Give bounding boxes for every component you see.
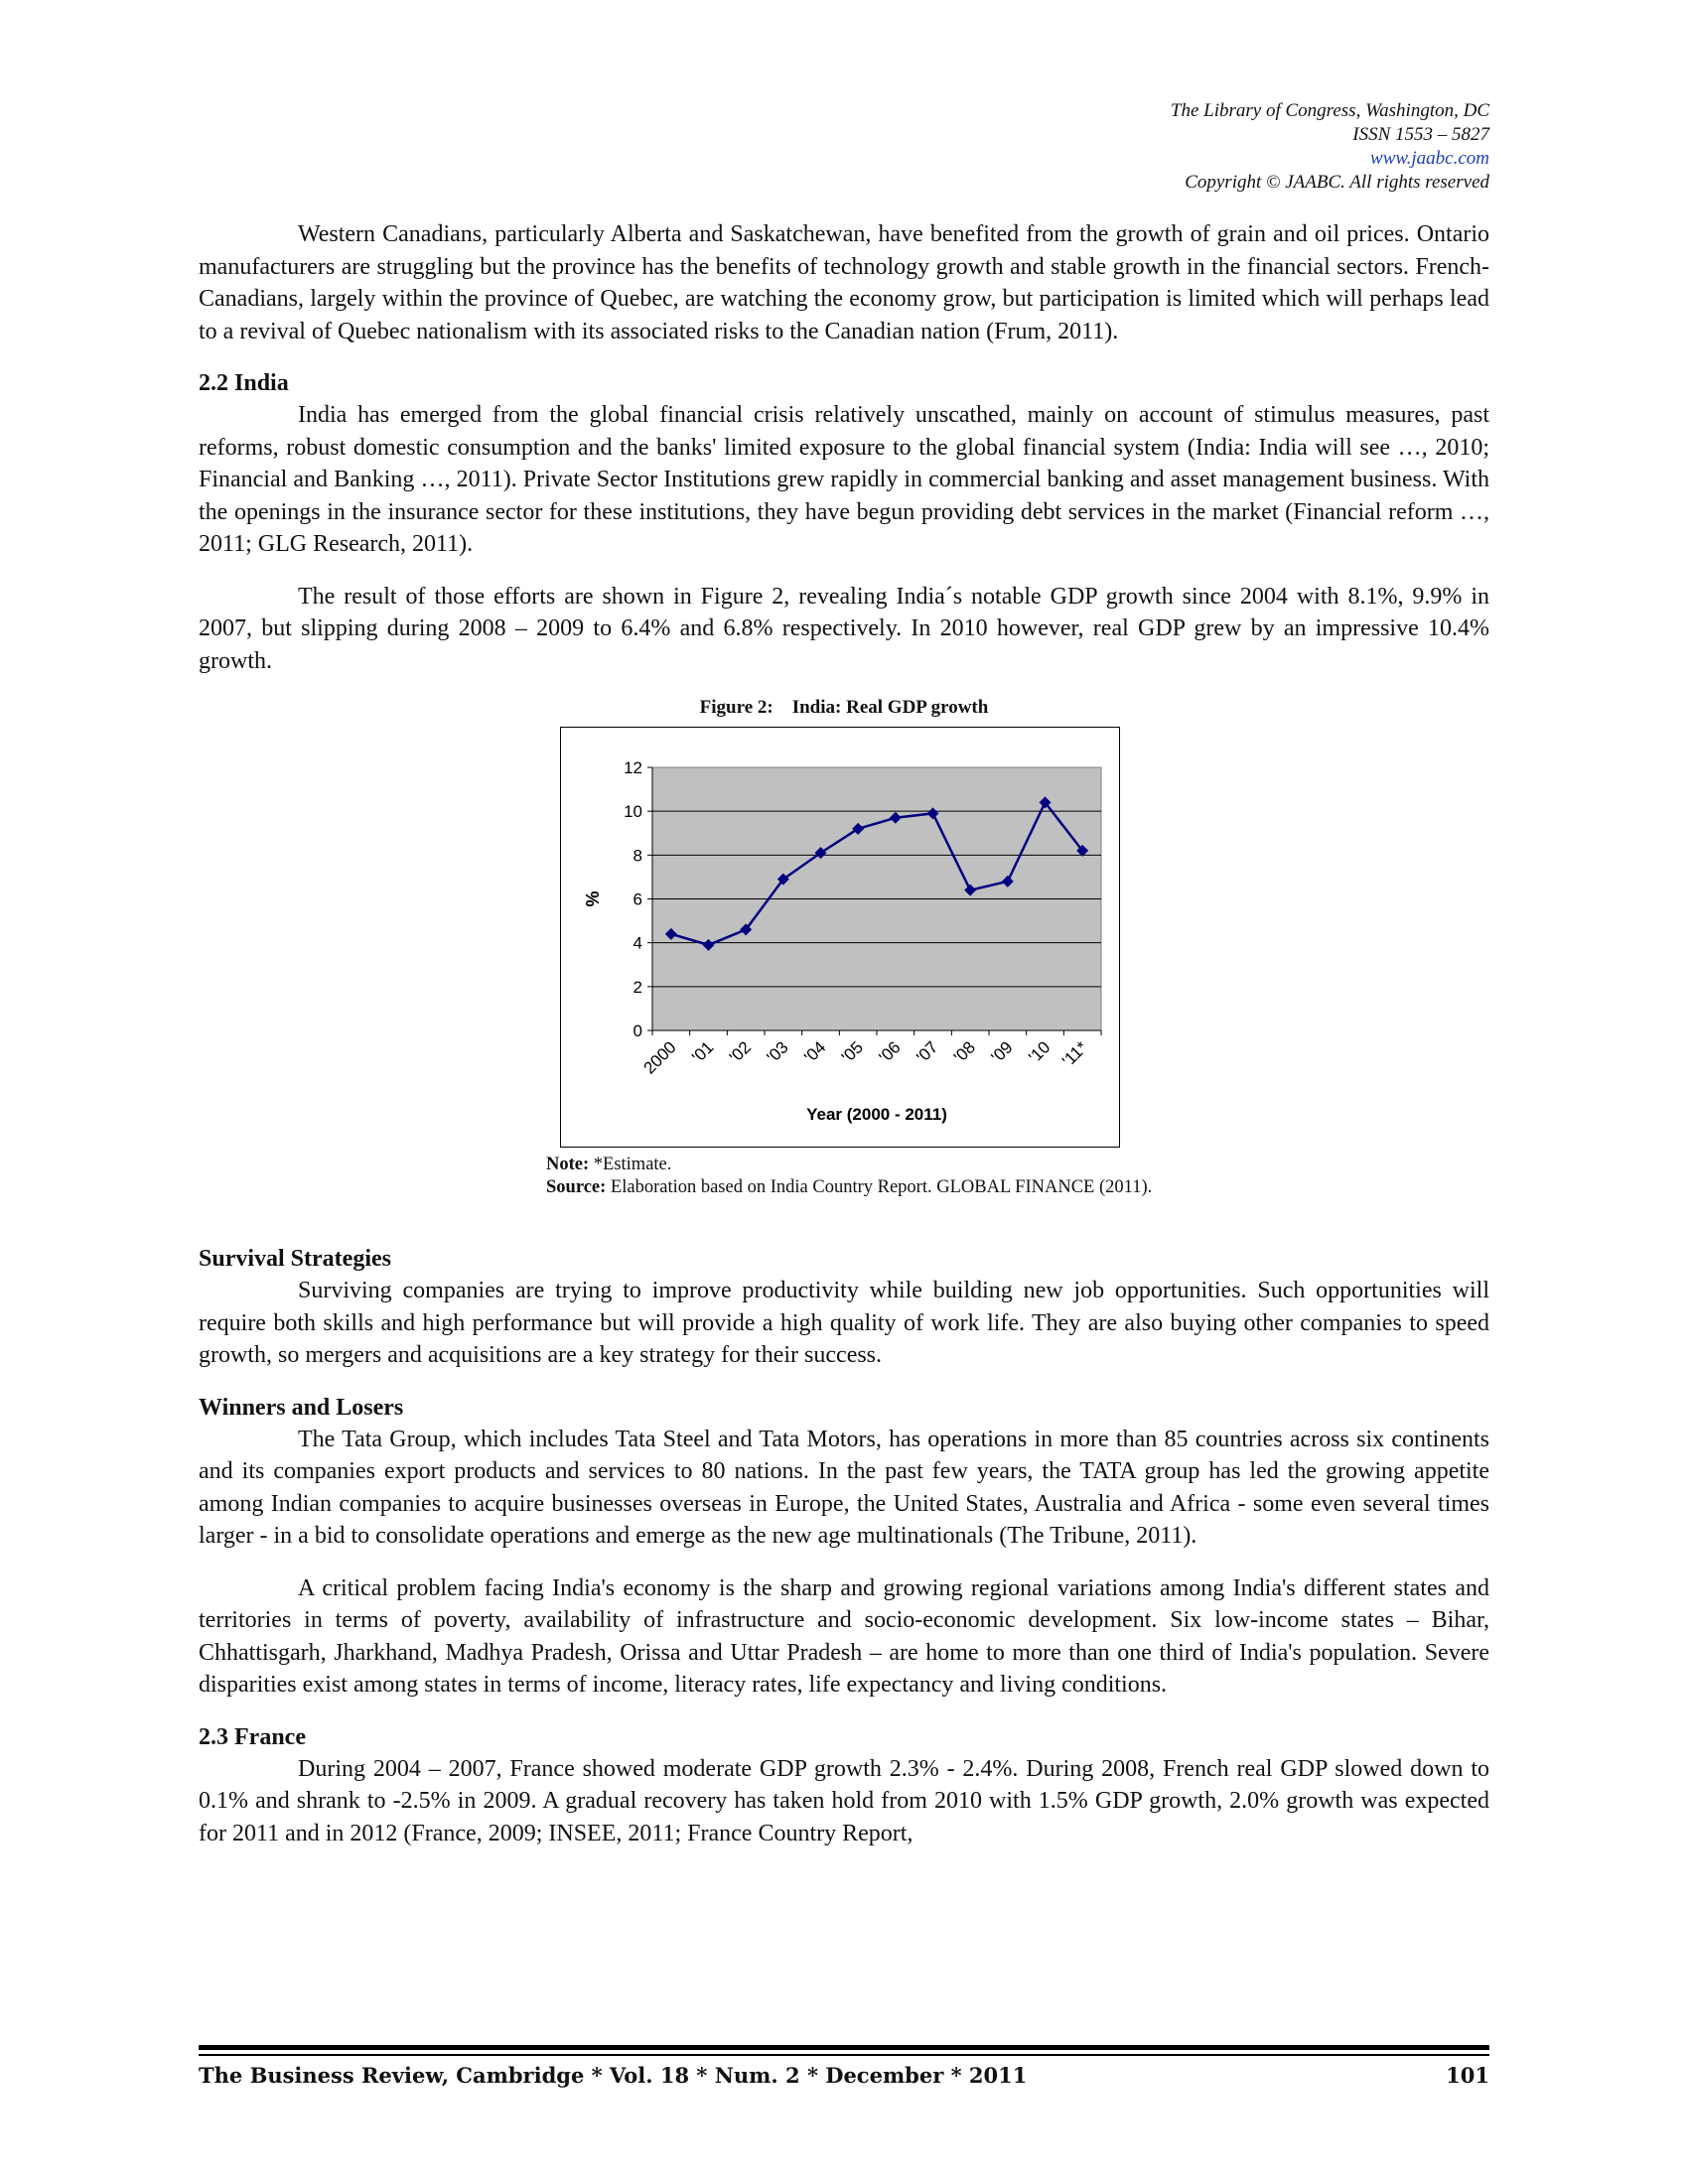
- y-tick-label: 8: [633, 846, 642, 866]
- x-tick-label: '09: [987, 1037, 1017, 1067]
- x-tick-label: '10: [1025, 1037, 1055, 1067]
- y-tick-label: 10: [624, 802, 642, 822]
- figure-notes: [546, 1154, 1154, 1199]
- paragraph-survival: Surviving companies are trying to improve productivity while building new job opportunities. Such opportunities will require both skills and high performance but will provide a high quality of work life. They are also buying other companies to speed growth, so mergers and acquisitions are a key strategy for their success.: [199, 1278, 1489, 1368]
- chart-frame: [560, 727, 1120, 1148]
- x-tick-label: '11*: [1058, 1037, 1091, 1071]
- note-text: *Estimate.: [589, 1155, 672, 1174]
- x-tick-label: '01: [688, 1037, 718, 1067]
- y-tick-label: 6: [633, 889, 642, 909]
- footer-rule-thin: [199, 2054, 1489, 2056]
- x-tick-label: '04: [800, 1037, 830, 1067]
- note-label: Note:: [546, 1155, 590, 1174]
- page-header: [1171, 99, 1489, 195]
- y-tick-label: 2: [633, 977, 642, 997]
- heading-survival: Survival Strategies: [199, 1246, 391, 1272]
- x-tick-label: '06: [875, 1037, 905, 1067]
- y-tick-label: 0: [633, 1022, 642, 1040]
- header-library: The Library of Congress, Washington, DC: [1170, 100, 1489, 121]
- x-tick-label: 2000: [639, 1037, 680, 1078]
- header-issn: ISSN 1553 – 5827: [1352, 124, 1489, 145]
- x-tick-label: '07: [913, 1037, 942, 1067]
- x-tick-label: '08: [949, 1037, 979, 1067]
- heading-india: 2.2 India: [199, 370, 289, 396]
- gdp-line-chart: [561, 728, 1121, 1149]
- x-tick-label: '03: [763, 1037, 792, 1067]
- figure-note: [546, 1154, 1154, 1176]
- figure-source: [546, 1176, 1154, 1199]
- source-text: Elaboration based on India Country Report. GLOBAL FINANCE (2011).: [606, 1177, 1153, 1197]
- paragraph-france-1: During 2004 – 2007, France showed moderate GDP growth 2.3% - 2.4%. During 2008, French real GDP slowed down to 0.1% and shrank to -2.5% in 2009. A gradual recovery has taken hold from 2010 with 1.5% GDP growth, 2.0% growth was expected for 2011 and in 2012 (France, 2009; INSEE, 2011; France Country Report,: [199, 1755, 1489, 1846]
- x-axis-label: Year (2000 - 2011): [806, 1105, 947, 1124]
- y-axis-label: %: [583, 890, 603, 907]
- page-number: 101: [1446, 2063, 1489, 2088]
- footer-rule-thick: [199, 2045, 1489, 2050]
- source-label: Source:: [546, 1177, 607, 1197]
- footer-journal: The Business Review, Cambridge * Vol. 18 * Num. 2 * December * 2011: [199, 2063, 1028, 2088]
- paragraph-canada: Western Canadians, particularly Alberta and Saskatchewan, have benefited from the growth of grain and oil prices. Ontario manufacturers are struggling but the province has the benefits of technology growth and stable growth in the financial sectors. French-Canadians, largely within the province of Quebec, are watching the economy grow, but participation is limited which will perhaps lead to a revival of Quebec nationalism with its associated risks to the Canadian nation (Frum, 2011).: [199, 221, 1489, 344]
- paragraph-winners-1: The Tata Group, which includes Tata Steel and Tata Motors, has operations in more than 85 countries across six continents and its companies export products and services to 80 nations. In the past few years, the TATA group has led the growing appetite among Indian companies to acquire businesses overseas in Europe, the United States, Australia and Africa - some even several times larger - in a bid to consolidate operations and emerge as the new age multinationals (The Tribune, 2011).: [199, 1426, 1489, 1549]
- header-copyright: Copyright © JAABC. All rights reserved: [1185, 172, 1489, 193]
- heading-france: 2.3 France: [199, 1723, 306, 1750]
- figure-title: Figure 2: India: Real GDP growth: [699, 697, 989, 718]
- heading-winners: Winners and Losers: [199, 1394, 404, 1421]
- header-website-link[interactable]: www.jaabc.com: [1370, 148, 1489, 169]
- paragraph-india-1: India has emerged from the global financial crisis relatively unscathed, mainly on account of stimulus measures, past reforms, robust domestic consumption and the banks' limited exposure to the global financial system (India: India will see …, 2010; Financial and Banking …, 2011). Private Sector Institutions grew rapidly in commercial banking and asset management business. With the openings in the insurance sector for these institutions, they have begun providing debt services in the market (Financial reform …, 2011; GLG Research, 2011).: [199, 402, 1489, 557]
- figure-2: [199, 697, 1489, 1243]
- paragraph-india-2: The result of those efforts are shown in Figure 2, revealing India´s notable GDP growth since 2004 with 8.1%, 9.9% in 2007, but slipping during 2008 – 2009 to 6.4% and 6.8% respectively. In 2010 however, real GDP grew by an impressive 10.4% growth.: [199, 583, 1489, 674]
- x-tick-label: '05: [837, 1037, 867, 1067]
- page-body: [199, 218, 1489, 1849]
- y-tick-label: 12: [624, 758, 642, 777]
- paragraph-winners-2: A critical problem facing India's economy is the sharp and growing regional variations among India's different states and territories in terms of poverty, availability of infrastructure and socio-economic development. Six low-income states – Bihar, Chhattisgarh, Jharkhand, Madhya Pradesh, Orissa and Uttar Pradesh – are home to more than one third of India's population. Severe disparities exist among states in terms of income, literacy rates, life expectancy and living conditions.: [199, 1574, 1489, 1698]
- x-tick-label: '02: [725, 1037, 755, 1067]
- y-tick-label: 4: [633, 933, 642, 953]
- page-footer: [199, 2063, 1489, 2088]
